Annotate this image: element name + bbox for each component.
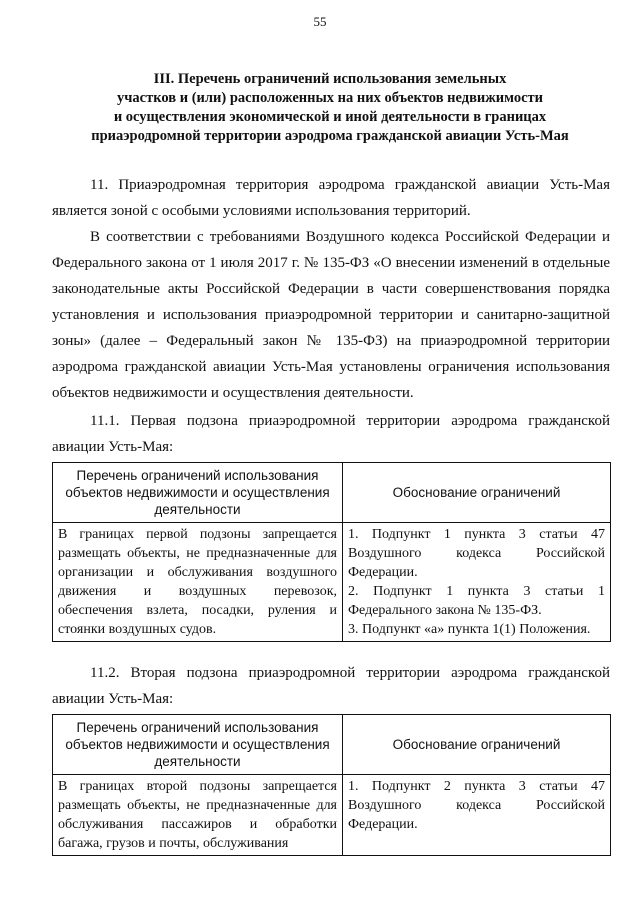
- table-header-basis: Обоснование ограничений: [343, 715, 611, 775]
- paragraph-11: 11. Приаэродромная территория аэродрома гражданской авиации Усть-Мая является зоной с особыми условиями использования территорий.: [52, 177, 610, 219]
- heading-line: и осуществления экономической и иной деятельности в границах: [113, 109, 547, 125]
- restriction-cell: В границах второй подзоны запрещается размещать объекты, не предназначенные для обслуживания пассажиров и обработки багажа, грузов и почты, обслуживания: [53, 775, 343, 856]
- basis-item: 1. Подпункт 1 пункта 3 статьи 47 Воздушного кодекса Российской Федерации.: [348, 527, 605, 580]
- table-header-restrictions: Перечень ограничений использования объектов недвижимости и осуществления деятельности: [53, 463, 343, 523]
- basis-cell: [343, 775, 611, 856]
- basis-item: 3. Подпункт «а» пункта 1(1) Положения.: [348, 622, 591, 637]
- restriction-cell: В границах первой подзоны запрещается размещать объекты, не предназначенные для организации и обслуживания воздушного движения и воздушных перевозок, обеспечения взлета, посадки, руления и стоянки воздушных судов.: [53, 523, 343, 642]
- restrictions-table-subzone-1: [52, 462, 611, 642]
- heading-line: участков и (или) расположенных на них объектов недвижимости: [116, 90, 543, 106]
- page-number: 55: [313, 14, 327, 29]
- paragraph-11-1: 11.1. Первая подзона приаэродромной территории аэродрома гражданской авиации Усть-Мая:: [52, 413, 610, 455]
- basis-item: 1. Подпункт 2 пункта 3 статьи 47 Воздушного кодекса Российской Федерации.: [348, 779, 605, 832]
- table-header-basis: Обоснование ограничений: [343, 463, 611, 523]
- heading-line: приаэродромной территории аэродрома гражданской авиации Усть-Мая: [91, 128, 569, 144]
- heading-line: III. Перечень ограничений использования земельных: [153, 71, 507, 87]
- paragraph-11-2: 11.2. Вторая подзона приаэродромной территории аэродрома гражданской авиации Усть-Мая:: [52, 665, 610, 707]
- basis-item: 2. Подпункт 1 пункта 3 статьи 1 Федерального закона № 135-ФЗ.: [348, 584, 605, 618]
- paragraph-legal-basis: В соответствии с требованиями Воздушного кодекса Российской Федерации и Федерального закона от 1 июля 2017 г. № 135-ФЗ «О внесении изменений в отдельные законодательные акты Российской Федерации в части совершенствования порядка установления и использования приаэродромной территории и санитарно-защитной зоны» (далее – Федеральный закон № 135-ФЗ) на приаэродромной территории аэродрома гражданской авиации Усть-Мая установлены ограничения использования объектов недвижимости и осуществления деятельности.: [52, 229, 610, 401]
- restrictions-table-subzone-2: [52, 714, 611, 856]
- table-header-restrictions: Перечень ограничений использования объектов недвижимости и осуществления деятельности: [53, 715, 343, 775]
- basis-cell: [343, 523, 611, 642]
- section-heading: [60, 70, 600, 146]
